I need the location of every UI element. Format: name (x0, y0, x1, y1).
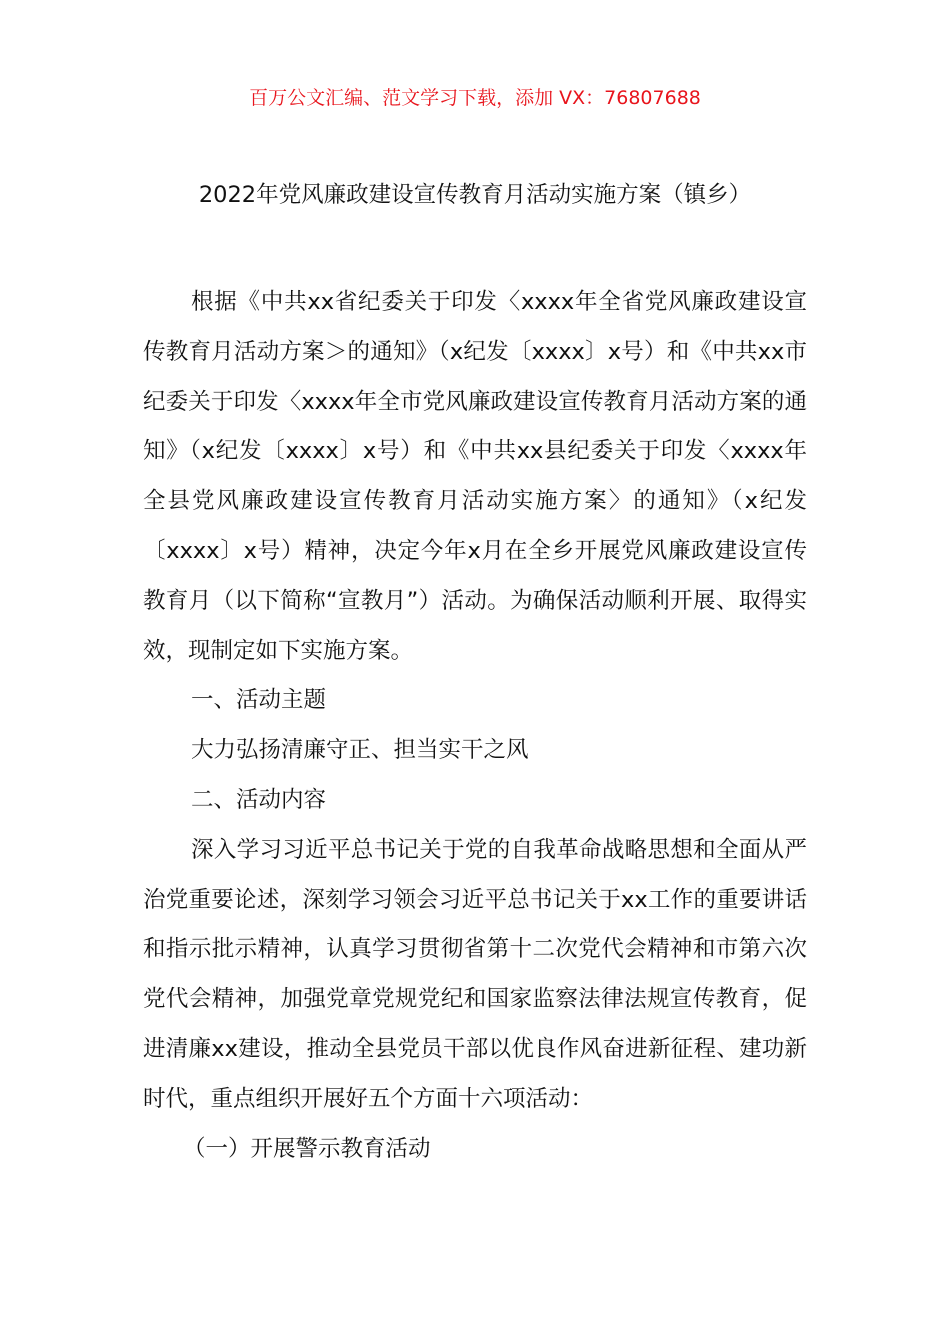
document-title: 2022年党风廉政建设宣传教育月活动实施方案（镇乡） (198, 182, 752, 208)
subsection-heading-warning-education: （一）开展警示教育活动 (183, 1135, 431, 1162)
intro-paragraph: 根据《中共xx省纪委关于印发〈xxxx年全省党风廉政建设宣传教育月活动方案＞的通知》（x纪发〔xxxx〕x号）和《中共xx市纪委关于印发〈xxxx年全市党风廉政建设宣传教育月活动方案的通知》（x纪发〔xxxx〕x号）和《中共xx县纪委关于印发〈xxxx年全县党风廉政建设宣传教育月活动实施方案〉的通知》（x纪发〔xxxx〕x号）精神，决定今年x月在全乡开展党风廉政建设宣传教育月（以下简称“宣教月”）活动。为确保活动顺利开展、取得实效，现制定如下实施方案。 (143, 289, 807, 664)
content-paragraph: 深入学习习近平总书记关于党的自我革命战略思想和全面从严治党重要论述，深刻学习领会习近平总书记关于xx工作的重要讲话和指示批示精神，认真学习贯彻省第十二次党代会精神和市第六次党代会精神，加强党章党规党纪和国家监察法律法规宣传教育，促进清廉xx建设，推动全县党员干部以优良作风奋进新征程、建功新时代，重点组织开展好五个方面十六项活动： (143, 836, 807, 1112)
watermark-banner: 百万公文汇编、范文学习下载，添加 VX：76807688 (249, 87, 701, 109)
section-heading-content: 二、活动内容 (191, 786, 327, 813)
document-body (143, 278, 807, 1174)
theme-statement: 大力弘扬清廉守正、担当实干之风 (191, 737, 529, 764)
section-heading-theme: 一、活动主题 (191, 687, 327, 714)
